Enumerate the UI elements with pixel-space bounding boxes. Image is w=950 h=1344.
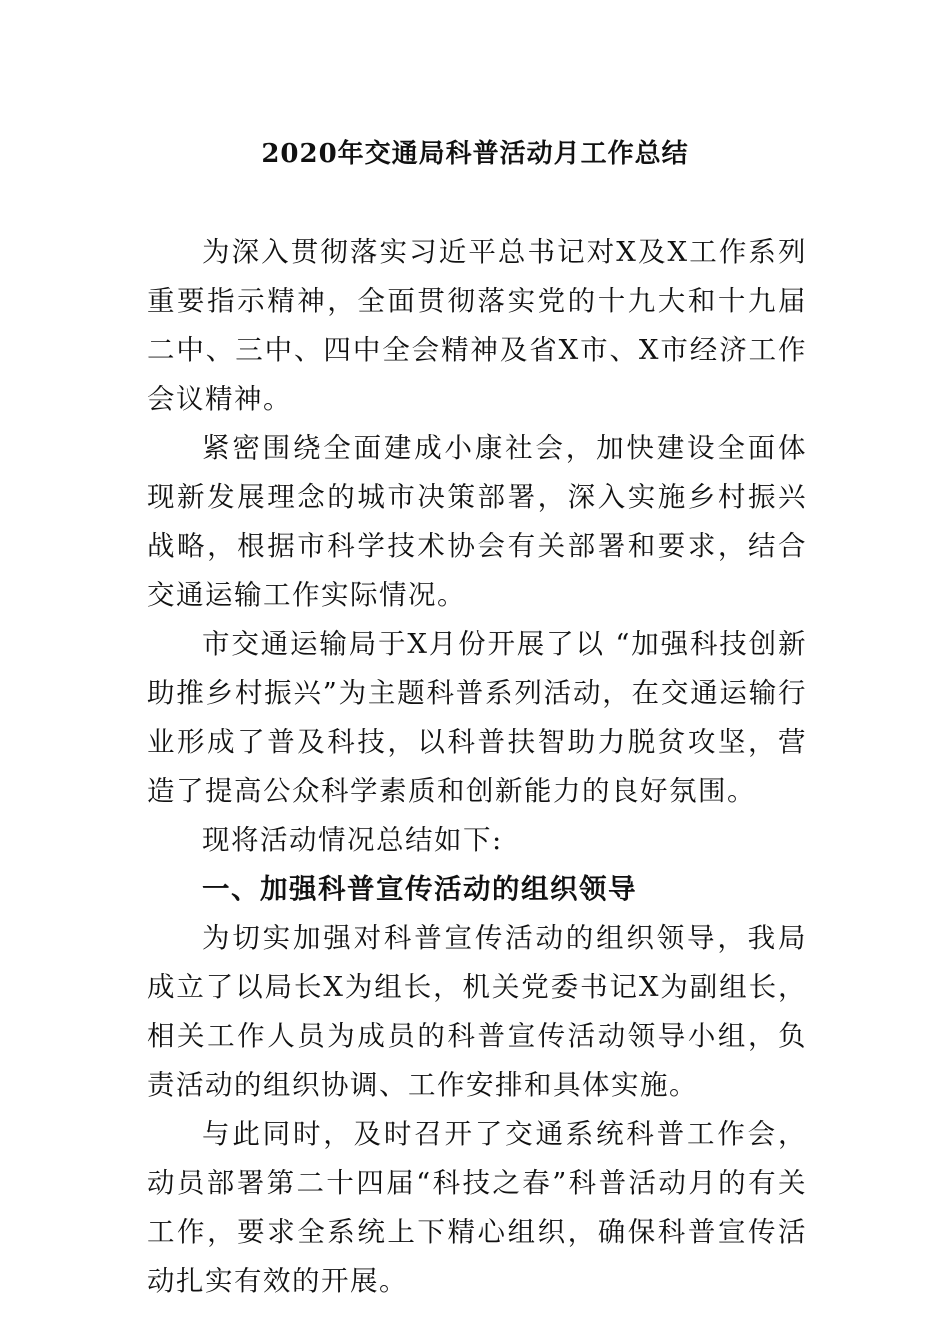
document-body [147, 228, 807, 1306]
document-title: 2020年交通局科普活动月工作总结 [261, 139, 689, 169]
section-1-paragraph-1: 为切实加强对科普宣传活动的组织领导，我局成立了以局长X为组长，机关党委书记X为副组长，相关工作人员为成员的科普宣传活动领导小组，负责活动的组织协调、工作安排和具体实施。 [147, 922, 807, 1101]
section-heading-1: 一、加强科普宣传活动的组织领导 [202, 873, 637, 905]
paragraph-intro-4: 现将活动情况总结如下: [202, 824, 503, 856]
paragraph-intro-2: 紧密围绕全面建成小康社会，加快建设全面体现新发展理念的城市决策部署，深入实施乡村振兴战略，根据市科学技术协会有关部署和要求，结合交通运输工作实际情况。 [147, 432, 807, 611]
section-1-paragraph-2: 与此同时，及时召开了交通系统科普工作会，动员部署第二十四届“科技之春”科普活动月的有关工作，要求全系统上下精心组织，确保科普宣传活动扎实有效的开展。 [147, 1118, 807, 1297]
paragraph-intro-1: 为深入贯彻落实习近平总书记对X及X工作系列重要指示精神，全面贯彻落实党的十九大和十九届二中、三中、四中全会精神及省X市、X市经济工作会议精神。 [147, 236, 807, 415]
paragraph-intro-3: 市交通运输局于X月份开展了以 “加强科技创新 助推乡村振兴”为主题科普系列活动，在交通运输行业形成了普及科技，以科普扶智助力脱贫攻坚，营造了提高公众科学素质和创新能力的良好氛围。 [147, 628, 807, 807]
